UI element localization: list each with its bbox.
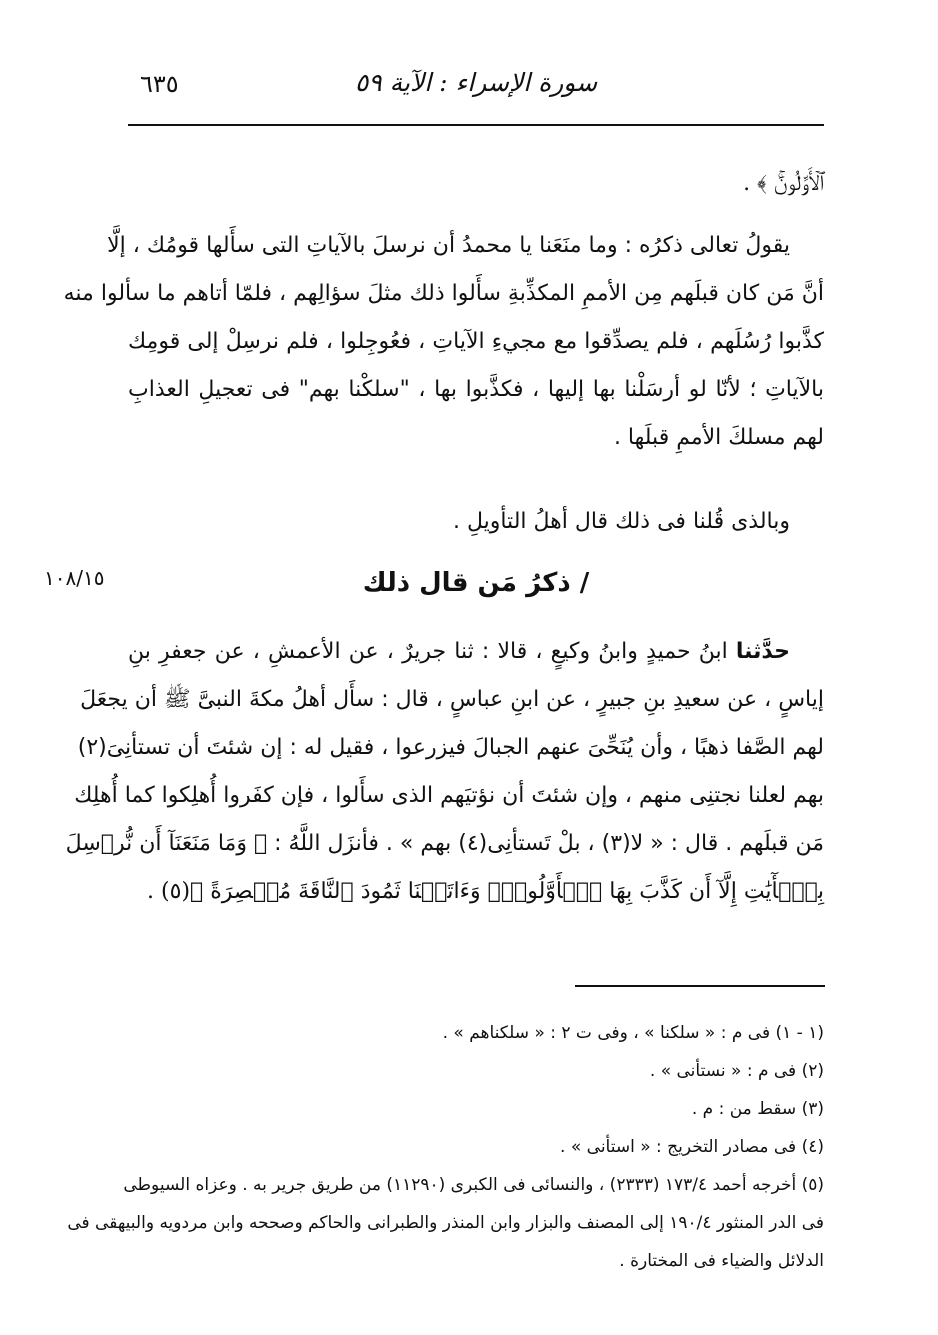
paragraph-line: وبالذى قُلنا فى ذلك قال أهلُ التأويلِ . xyxy=(452,509,790,534)
footnote: (٢) فى م : « نستأنى » . xyxy=(649,1061,824,1081)
page-number: ٦٣٥ xyxy=(140,70,179,98)
opening-line: ﭐلۡأَوَّلُونَۚ ﴾ . xyxy=(743,171,824,196)
lead-word: حدَّثنا xyxy=(735,639,790,664)
paragraph-commentary xyxy=(63,222,824,462)
paragraph-line: إياسٍ ، عن سعيدِ بنِ جبيرٍ ، عن ابنِ عباسٍ ، قال : سأَل أهلُ مكةَ النبىَّ ﷺ أن يجعَلَ xyxy=(80,687,824,712)
section-heading: / ذكرُ مَن قال ذلك xyxy=(362,568,590,598)
opening-ayah-ending xyxy=(128,160,824,208)
header-rule xyxy=(128,124,824,126)
paragraph-line: يقولُ تعالى ذكرُه : وما منَعَنا يا محمدُ أن نرسلَ بالآياتِ التى سأَلها قومُك ، إلَّا xyxy=(107,233,790,258)
paragraph-line: مَن قبلَهم . قال : « لا(٣) ، بلْ تَستأنِى(٤) بهم » . فأنزَل اللَّهُ : ﴿ وَمَا مَنَعَنَآ أَن نُّرۡسِلَ xyxy=(65,831,824,856)
footnote-continuation: الدلائل والضياء فى المختارة . xyxy=(619,1251,824,1271)
running-header xyxy=(128,62,824,118)
footnote: (٤) فى مصادر التخريج : « استأنى » . xyxy=(560,1137,824,1157)
paragraph-hadith xyxy=(65,628,824,916)
paragraph-line: لهم مسلكَ الأممِ قبلَها . xyxy=(613,425,824,450)
paragraph-line: بِٱلۡأٓيَٰتِ إِلَّآ أَن كَذَّبَ بِهَا ٱلۡأَوَّلُونَۚ وَءَاتَيۡنَا ثَمُودَ ٱلنَّاقَةَ مُبۡصِرَةً ﴾(٥) . xyxy=(147,879,824,904)
footnote-continuation: فى الدر المنثور ١٩٠/٤ إلى المصنف والبزار وابن المنذر والطبرانى والحاكم وصححه وابن مردويه والبيهقى فى xyxy=(67,1213,824,1233)
paragraph-line: بهم لعلنا نجتنِى منهم ، وإن شئتَ أن نؤتيَهم الذى سأَلوا ، فإن كفَروا أُهلِكوا كما أُهلِك xyxy=(74,783,824,808)
margin-reference: ١٠٨/١٥ xyxy=(44,566,105,590)
footnotes xyxy=(67,1014,824,1280)
paragraph-line: بالآياتِ ؛ لأنّا لو أرسَلْنا بها إليها ، فكذَّبوا بها ، "سلكْنا بهم" فى تعجيلِ العذابِ xyxy=(128,377,824,402)
paragraph-line: لهم الصَّفا ذهبًا ، وأن يُنَحِّىَ عنهم الجبالَ فيزرعوا ، فقيل له : إن شئتَ أن تستأنِىَ(٢) xyxy=(77,735,824,760)
header-title: سورة الإسراء : الآية ٥٩ xyxy=(354,68,598,97)
footnote: (٣) سقط من : م . xyxy=(691,1099,824,1119)
footnote: (٥) أخرجه أحمد ١٧٣/٤ (٢٣٣٣) ، والنسائى فى الكبرى (١١٢٩٠) من طريق جرير به . وعزاه السيوطى xyxy=(123,1175,824,1195)
paragraph-line: كذَّبوا رُسُلَهم ، فلم يصدِّقوا مع مجيءِ الآياتِ ، فعُوجِلوا ، فلم نرسِلْ إلى قومِك xyxy=(128,329,824,354)
footnote-separator xyxy=(575,985,825,987)
paragraph-line xyxy=(128,628,824,676)
paragraph-line-text: ابنُ حميدٍ وابنُ وكيعٍ ، قالا : ثنا جريرٌ ، عن الأعمشِ ، عن جعفرِ بنِ xyxy=(128,639,728,664)
paragraph-line: أنَّ مَن كان قبلَهم مِن الأممِ المكذِّبةِ سأَلوا ذلك مثلَ سؤالِهم ، فلمّا أتاهم ما سألوا منه xyxy=(63,281,824,306)
paragraph-transition xyxy=(128,498,824,546)
footnote: (١ - ١) فى م : « سلكنا » ، وفى ت ٢ : « سلكناهم » . xyxy=(442,1023,824,1043)
